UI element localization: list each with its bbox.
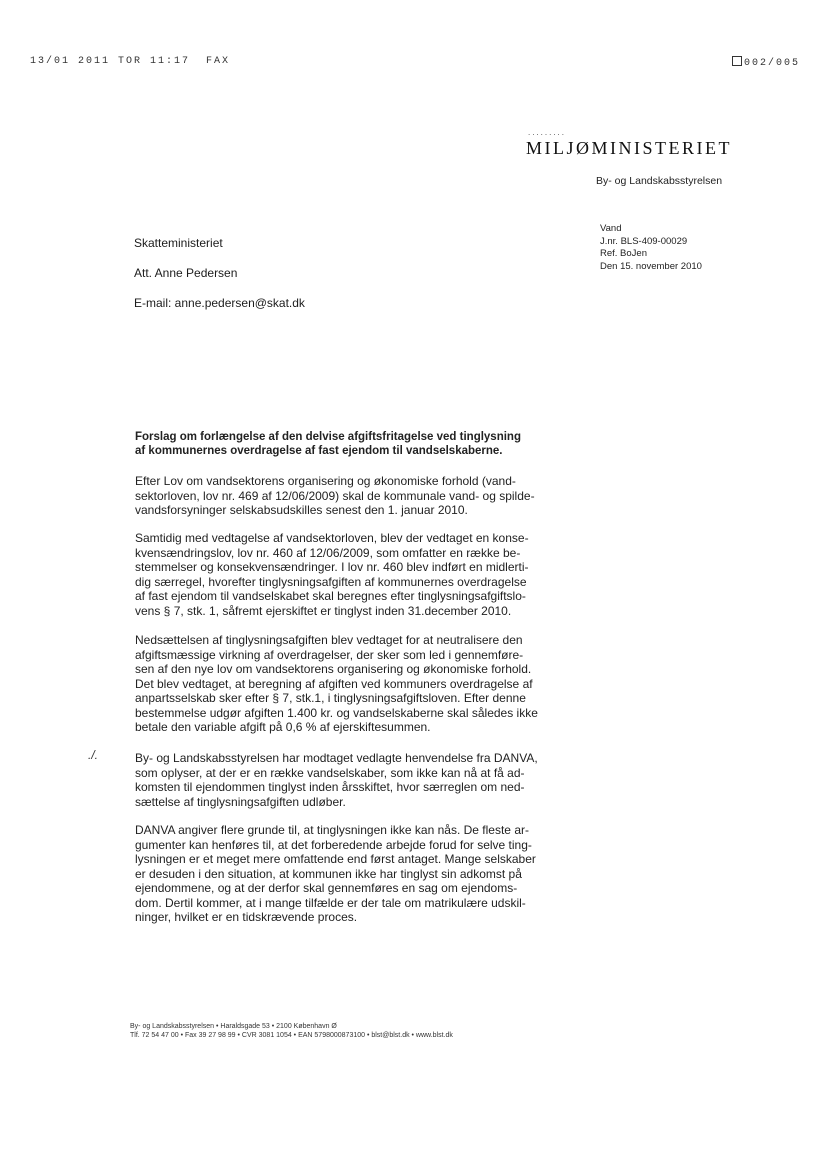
meta-ref: Ref. BoJen	[600, 248, 647, 259]
text-line: stemmelser og konsekvensændringer. I lov nr. 460 blev indført en midlerti-	[135, 560, 529, 574]
text-line: anpartsselskab sker efter § 7, stk.1, i tinglysningsafgiftsloven. Efter denne	[135, 691, 526, 705]
letter-footer	[130, 1022, 590, 1040]
text-line: af fast ejendom til vandselskabet skal beregnes efter tinglysningsafgiftslo-	[135, 589, 526, 603]
recipient-org: Skatteministeriet	[134, 236, 223, 250]
text-line: DANVA angiver flere grunde til, at tinglysningen ikke kan nås. De fleste ar-	[135, 823, 529, 837]
subject-line: af kommunernes overdragelse af fast ejendom til vandselskaberne.	[135, 445, 503, 457]
paragraph-2	[135, 531, 613, 618]
text-line: vandsforsyninger selskabsudskilles senest den 1. januar 2010.	[135, 503, 468, 517]
text-line: Samtidig med vedtagelse af vandsektorloven, blev der vedtaget en konse-	[135, 531, 529, 545]
text-line: bestemmelse udgør afgiften 1.400 kr. og vandselskaberne skal således ikke	[135, 705, 538, 720]
text-line: gumenter kan henføres til, at det forberedende arbejde forud for selve ting-	[135, 837, 532, 852]
agency-name: By- og Landskabsstyrelsen	[596, 175, 723, 187]
meta-block	[600, 223, 702, 273]
logo-dots: .........	[528, 128, 567, 137]
text-line: vens § 7, stk. 1, såfremt ejerskiftet er tinglyst inden 31.december 2010.	[135, 603, 512, 618]
meta-dept: Vand	[600, 223, 622, 234]
text-line: som oplyser, at der er en række vandselskaber, som ikke kan nå at få ad-	[135, 765, 525, 780]
recipient-email: E-mail: anne.pedersen@skat.dk	[134, 296, 305, 310]
text-line: Nedsættelsen af tinglysningsafgiften blev vedtaget for at neutralisere den	[135, 633, 523, 647]
subject-line: Forslag om forlængelse af den delvise afgiftsfritagelse ved tinglysning	[135, 431, 521, 443]
text-line: sen af den nye lov om vandsektorens organisering og økonomiske forhold.	[135, 662, 532, 676]
text-line: dig særregel, hvorefter tinglysningsafgiften af kommunernes overdragelse	[135, 574, 527, 589]
paragraph-4	[135, 751, 613, 809]
paragraph-1	[135, 474, 613, 518]
text-line: By- og Landskabsstyrelsen har modtaget vedlagte henvendelse fra DANVA,	[135, 751, 538, 765]
paragraph-5	[135, 823, 613, 925]
meta-journal: J.nr. BLS-409-00029	[600, 235, 688, 247]
ministry-logo: MILJØMINISTERIET	[526, 138, 732, 158]
text-line: sættelse af tinglysningsafgiften udløber.	[135, 794, 346, 809]
text-line: sektorloven, lov nr. 469 af 12/06/2009) skal de kommunale vand- og spilde-	[135, 488, 535, 503]
text-line: dom. Dertil kommer, at i mange tilfælde er der tale om matrikulære udskil-	[135, 895, 526, 910]
letter-subject	[135, 430, 625, 458]
text-line: Det blev vedtaget, at beregning af afgiften ved kommuners overdragelse af	[135, 676, 533, 691]
text-line: afgiftsmæssige virkning af overdragelser, der sker som led i gennemføre-	[135, 647, 524, 662]
enclosure-mark: ./.	[88, 748, 99, 762]
fax-timestamp: 13/01 2011 TOR 11:17 FAX	[30, 56, 231, 67]
text-line: kvensændringslov, lov nr. 460 af 12/06/2009, som omfatter en række be-	[135, 545, 521, 560]
meta-date: Den 15. november 2010	[600, 260, 702, 272]
text-line: ninger, hvilket er en tidskrævende proces.	[135, 910, 358, 924]
text-line: betale den variable afgift på 0,6 % af ejerskiftesummen.	[135, 720, 431, 734]
text-line: Efter Lov om vandsektorens organisering og økonomiske forhold (vand-	[135, 474, 516, 488]
footer-contact: Tlf. 72 54 47 00 • Fax 39 27 98 99 • CVR 3081 1054 • EAN 5798000873100 • blst@blst.dk • www.blst.dk	[130, 1032, 453, 1039]
paragraph-3	[135, 633, 613, 735]
fax-page-counter	[732, 56, 800, 69]
footer-address: By- og Landskabsstyrelsen • Haraldsgade 53 • 2100 København Ø	[130, 1023, 337, 1030]
text-line: ejendommene, og at der derfor skal gennemføres en sag om ejendoms-	[135, 881, 518, 895]
fax-header	[30, 56, 800, 70]
fax-page-number: 002/005	[743, 58, 800, 69]
recipient-attention: Att. Anne Pedersen	[134, 266, 238, 280]
text-line: er desuden i den situation, at kommunen ikke har tinglyst sin adkomst på	[135, 866, 522, 881]
checkbox-icon	[732, 56, 742, 66]
text-line: lysningen er et meget mere omfattende end først antaget. Mange selskaber	[135, 852, 536, 866]
text-line: komsten til ejendommen tinglyst inden årsskiftet, hvor særreglen om ned-	[135, 780, 525, 794]
